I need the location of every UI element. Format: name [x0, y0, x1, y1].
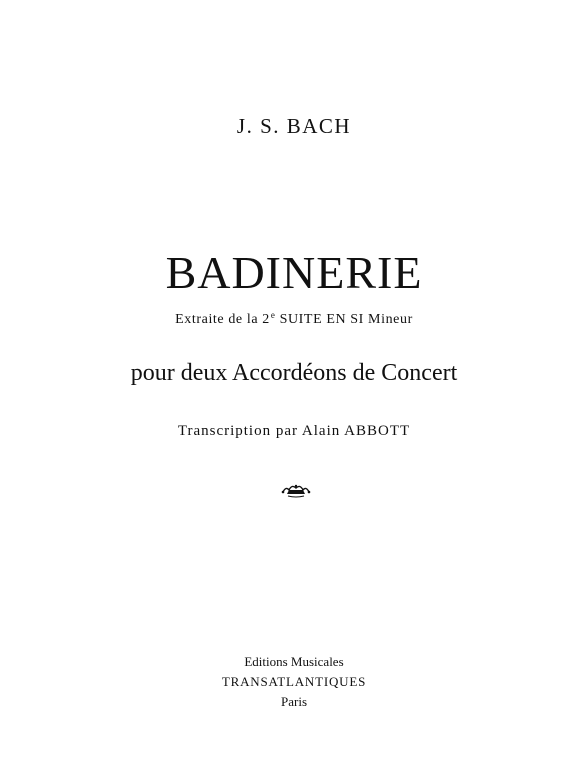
subtitle-ordinal: e: [270, 310, 276, 320]
publisher-line-2: TRANSATLANTIQUES: [221, 674, 367, 689]
publisher-line-1: Editions Musicales: [244, 654, 344, 669]
transcription-credit: Transcription par Alain ABBOTT: [177, 423, 411, 439]
subtitle-suffix: SUITE EN SI Mineur: [275, 312, 413, 327]
piece-subtitle: [0, 310, 588, 328]
instrumentation: pour deux Accordéons de Concert: [130, 360, 458, 386]
crown-ornament-icon: [280, 482, 312, 498]
publisher-block: [0, 652, 588, 712]
composer-name: J. S. BACH: [236, 114, 352, 138]
subtitle-prefix: Extraite de la 2: [175, 312, 270, 327]
piece-title: BADINERIE: [165, 247, 423, 298]
publisher-line-3: Paris: [281, 694, 307, 709]
